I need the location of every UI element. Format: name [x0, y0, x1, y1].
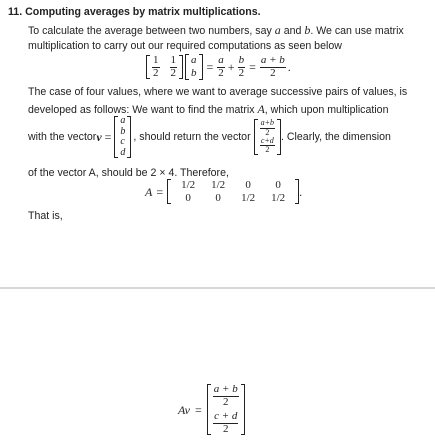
v-b: b	[191, 67, 197, 80]
equals-1: =	[206, 60, 214, 75]
a22: 0	[215, 191, 221, 204]
result-lhs: Av	[178, 402, 190, 417]
para1-and: and	[280, 25, 305, 37]
paragraph-1-line-1	[28, 24, 404, 37]
vec-entry-a: a	[120, 115, 126, 126]
para3-end: . Clearly, the dimension	[281, 130, 391, 143]
vector-v-symbol: v	[96, 130, 102, 144]
res-d1: 2	[223, 395, 229, 408]
v-a: a	[191, 54, 197, 66]
frac-b-den: 2	[238, 66, 245, 79]
a13: 0	[245, 179, 251, 191]
section-divider	[0, 287, 435, 289]
equals-2: =	[249, 60, 256, 75]
paragraph-2-line-2	[28, 103, 388, 116]
m12: 1	[170, 54, 176, 67]
matrix-A-equals: =	[156, 184, 164, 199]
matrix-A-equation	[145, 179, 302, 204]
ret-d1: 2	[265, 127, 270, 137]
paragraph-1-line-2: multiplication to carry out our required computations as seen below	[28, 40, 342, 52]
m21: 2	[153, 66, 159, 79]
result-equation	[178, 384, 245, 435]
frac-sum-den: 2	[270, 66, 276, 79]
plus: +	[227, 60, 235, 75]
para2-text: developed as follows: We want to find the matrix	[28, 104, 258, 116]
problem-heading: 11. Computing averages by matrix multiplications.	[8, 6, 261, 18]
matrix-half-row	[146, 55, 183, 79]
period-1: .	[287, 60, 291, 75]
equation-1	[146, 54, 291, 80]
m11: 1	[153, 54, 159, 67]
a21: 0	[185, 191, 191, 204]
a24: 1/2	[271, 191, 286, 204]
paragraph-4: of the vector A, should be 2 × 4. Therefore,	[28, 167, 229, 179]
paragraph-2-line-1: The case of four values, where we want to average successive pairs of values, is	[28, 86, 408, 98]
vector-abcd	[114, 116, 131, 158]
return-vector	[254, 119, 281, 155]
variable-A: A	[257, 102, 265, 116]
variable-a: a	[274, 23, 281, 37]
res-n2: c + d	[214, 410, 238, 423]
res-n1: a + b	[213, 383, 238, 395]
result-equals: =	[195, 402, 202, 417]
a23: 1/2	[241, 191, 256, 204]
m22: 2	[170, 66, 176, 79]
matrix-A-lhs: A	[145, 184, 153, 199]
ret-n1: a+b	[260, 118, 275, 128]
a14: 0	[275, 179, 281, 191]
matrix-A	[167, 179, 299, 204]
vec-entry-d: d	[120, 146, 126, 158]
para3-mid: , should return the vector	[133, 130, 251, 143]
vector-ab	[185, 54, 203, 80]
matrix-A-period: .	[299, 184, 303, 199]
variable-b: b	[304, 23, 311, 37]
frac-a-num: a	[218, 54, 224, 67]
ret-n2: c+d	[260, 136, 274, 145]
para3-pre: with the vector	[28, 130, 97, 143]
frac-a-den: 2	[218, 66, 224, 79]
paragraph-3	[28, 116, 391, 158]
para1-text-b: . We can use matrix	[310, 25, 404, 37]
para2-text-end: , which upon multiplication	[264, 104, 389, 116]
a11: 1/2	[181, 179, 196, 191]
result-vector	[207, 384, 245, 435]
para1-text-a: To calculate the average between two numbers, say	[28, 25, 275, 37]
equals-v: =	[104, 130, 112, 144]
ret-d2: 2	[265, 145, 270, 155]
frac-sum-num: a + b	[260, 54, 285, 67]
frac-b-num: b	[238, 54, 245, 67]
a12: 1/2	[211, 179, 226, 191]
that-is-text: That is,	[28, 210, 63, 222]
vec-entry-c: c	[120, 136, 125, 147]
vec-entry-b: b	[120, 125, 126, 137]
res-d2: 2	[223, 422, 229, 435]
